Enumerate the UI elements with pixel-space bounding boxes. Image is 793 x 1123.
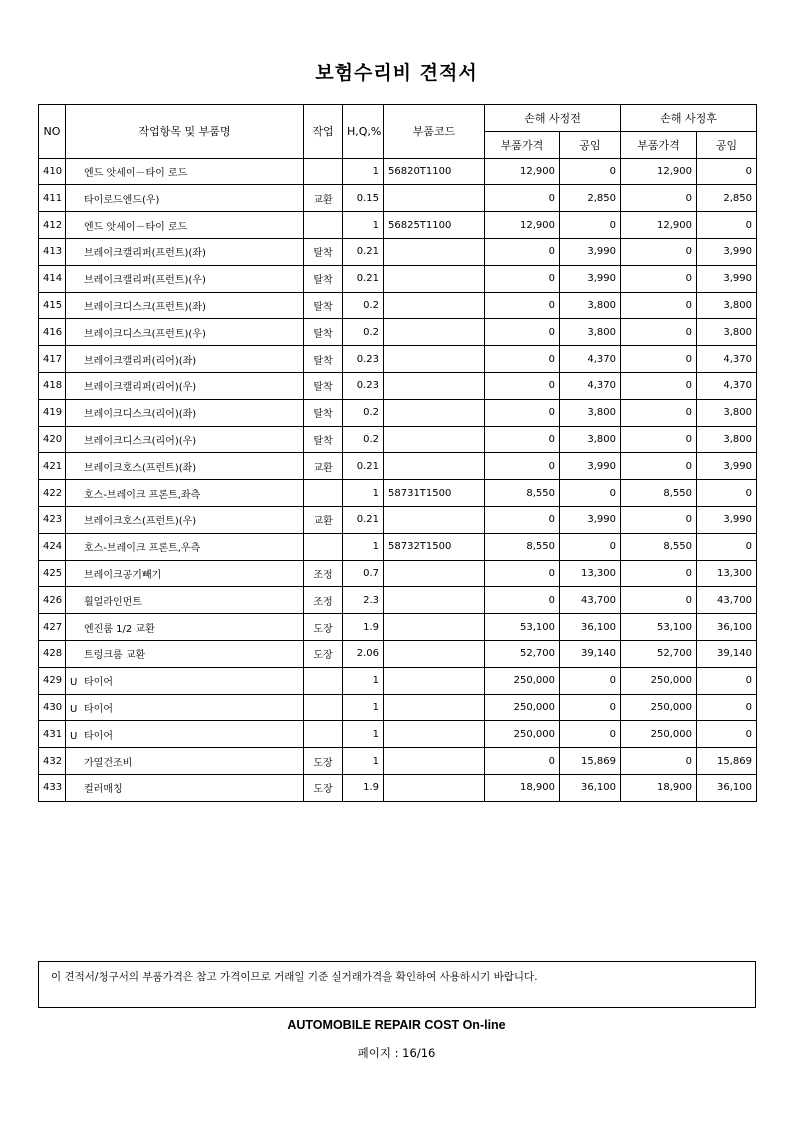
cell-item-text: 브레이크디스크(리어)(좌) [84, 409, 197, 421]
cell-before-part-price: 0 [485, 265, 560, 292]
table-row [39, 640, 757, 667]
cell-code [384, 667, 485, 694]
cell-after-labor: 39,140 [697, 640, 757, 667]
cell-hq: 0.21 [343, 238, 384, 265]
cell-after-labor: 3,800 [697, 426, 757, 453]
header-before: 손해 사정전 [485, 105, 621, 132]
cell-item [66, 292, 304, 319]
cell-item [66, 748, 304, 775]
cell-no: 423 [39, 506, 66, 533]
cell-item-text: 휠얼라인먼트 [84, 596, 142, 608]
cell-before-labor: 43,700 [560, 587, 621, 614]
cell-after-part-price: 0 [621, 399, 697, 426]
table-row [39, 748, 757, 775]
table-row [39, 426, 757, 453]
table-row [39, 372, 757, 399]
cell-before-part-price: 12,900 [485, 158, 560, 185]
cell-work: 교환 [304, 453, 343, 480]
cell-u-flag: U [70, 677, 78, 689]
cell-before-part-price: 0 [485, 238, 560, 265]
cell-no: 432 [39, 748, 66, 775]
cell-work: 교환 [304, 506, 343, 533]
cell-item-text: 브레이크호스(프런트)(좌) [84, 462, 197, 474]
cell-code [384, 238, 485, 265]
cell-work: 교환 [304, 185, 343, 212]
cell-work: 탈착 [304, 319, 343, 346]
cell-item-text: 컬러매칭 [84, 784, 123, 796]
table-row [39, 158, 757, 185]
cell-before-part-price: 0 [485, 292, 560, 319]
cell-no: 420 [39, 426, 66, 453]
cell-before-labor: 2,850 [560, 185, 621, 212]
cell-after-part-price: 250,000 [621, 694, 697, 721]
cell-no: 413 [39, 238, 66, 265]
cell-work: 도장 [304, 640, 343, 667]
cell-hq: 1 [343, 694, 384, 721]
cell-work: 도장 [304, 774, 343, 801]
cell-item [66, 372, 304, 399]
cell-item-text: 브레이크디스크(프런트)(좌) [84, 301, 206, 313]
cell-hq: 1.9 [343, 614, 384, 641]
cell-before-labor: 3,990 [560, 506, 621, 533]
cell-item [66, 319, 304, 346]
cell-before-labor: 4,370 [560, 346, 621, 373]
cell-item [66, 238, 304, 265]
cell-after-part-price: 0 [621, 506, 697, 533]
cell-hq: 1 [343, 158, 384, 185]
cell-no: 422 [39, 480, 66, 507]
cell-after-part-price: 52,700 [621, 640, 697, 667]
cell-after-labor: 0 [697, 721, 757, 748]
cell-item-text: 엔진룸 1/2 교환 [84, 623, 155, 635]
cell-work: 탈착 [304, 238, 343, 265]
cell-work [304, 667, 343, 694]
cell-before-part-price: 0 [485, 587, 560, 614]
cell-item-text: 브레이크공기빼기 [84, 569, 162, 581]
cell-work: 탈착 [304, 265, 343, 292]
cell-after-labor: 3,990 [697, 453, 757, 480]
cell-hq: 1 [343, 533, 384, 560]
table-row [39, 614, 757, 641]
cell-after-labor: 3,800 [697, 292, 757, 319]
cell-no: 427 [39, 614, 66, 641]
cell-u-flag: U [70, 703, 78, 715]
cell-item [66, 346, 304, 373]
cell-item [66, 560, 304, 587]
cell-hq: 0.2 [343, 399, 384, 426]
cell-before-part-price: 0 [485, 748, 560, 775]
cell-before-labor: 3,990 [560, 238, 621, 265]
cell-no: 419 [39, 399, 66, 426]
header-item: 작업항목 및 부품명 [66, 105, 304, 159]
cell-after-labor: 2,850 [697, 185, 757, 212]
cell-hq: 0.21 [343, 506, 384, 533]
cell-before-part-price: 0 [485, 372, 560, 399]
cell-code [384, 506, 485, 533]
cell-u-flag: U [70, 730, 78, 742]
cell-after-labor: 0 [697, 667, 757, 694]
cell-after-part-price: 250,000 [621, 721, 697, 748]
cell-item [66, 265, 304, 292]
cell-no: 421 [39, 453, 66, 480]
cell-item-text: 브레이크호스(프런트)(우) [84, 516, 197, 528]
cell-after-part-price: 8,550 [621, 480, 697, 507]
cell-after-labor: 13,300 [697, 560, 757, 587]
cell-before-labor: 3,800 [560, 319, 621, 346]
cell-before-part-price: 0 [485, 453, 560, 480]
cell-hq: 0.2 [343, 292, 384, 319]
cell-item-text: 브레이크캘리퍼(리어)(우) [84, 382, 197, 394]
cell-before-labor: 0 [560, 212, 621, 239]
cell-before-labor: 0 [560, 533, 621, 560]
header-before-part-price: 부품가격 [485, 131, 560, 158]
cell-code [384, 399, 485, 426]
cell-before-labor: 3,800 [560, 292, 621, 319]
table-row [39, 399, 757, 426]
cell-after-labor: 3,990 [697, 506, 757, 533]
cell-hq: 0.15 [343, 185, 384, 212]
estimate-table [38, 104, 757, 802]
cell-code [384, 640, 485, 667]
cell-after-part-price: 0 [621, 319, 697, 346]
cell-before-part-price: 250,000 [485, 694, 560, 721]
cell-item [66, 533, 304, 560]
cell-after-part-price: 12,900 [621, 158, 697, 185]
cell-item-text: 타이로드엔드(우) [84, 194, 160, 206]
cell-code: 56820T1100 [384, 158, 485, 185]
cell-before-labor: 13,300 [560, 560, 621, 587]
cell-item [66, 694, 304, 721]
cell-item [66, 587, 304, 614]
cell-no: 429 [39, 667, 66, 694]
cell-before-part-price: 250,000 [485, 667, 560, 694]
cell-after-labor: 36,100 [697, 774, 757, 801]
cell-after-labor: 3,990 [697, 238, 757, 265]
cell-before-labor: 3,800 [560, 426, 621, 453]
cell-after-labor: 3,800 [697, 399, 757, 426]
cell-item [66, 506, 304, 533]
cell-item-text: 브레이크캘리퍼(프런트)(우) [84, 275, 206, 287]
cell-item [66, 185, 304, 212]
cell-hq: 0.21 [343, 453, 384, 480]
cell-code [384, 560, 485, 587]
cell-item [66, 158, 304, 185]
cell-after-labor: 0 [697, 212, 757, 239]
cell-item-text: 엔드 앗세이－타이 로드 [84, 221, 188, 233]
cell-before-part-price: 250,000 [485, 721, 560, 748]
cell-item [66, 721, 304, 748]
cell-before-labor: 15,869 [560, 748, 621, 775]
cell-no: 411 [39, 185, 66, 212]
cell-before-part-price: 8,550 [485, 480, 560, 507]
cell-item [66, 426, 304, 453]
cell-item [66, 774, 304, 801]
cell-after-part-price: 0 [621, 426, 697, 453]
cell-code [384, 346, 485, 373]
cell-after-labor: 4,370 [697, 346, 757, 373]
table-row [39, 453, 757, 480]
cell-code [384, 614, 485, 641]
cell-after-part-price: 0 [621, 265, 697, 292]
cell-work: 조정 [304, 587, 343, 614]
cell-code [384, 372, 485, 399]
cell-code [384, 748, 485, 775]
cell-before-part-price: 53,100 [485, 614, 560, 641]
cell-work [304, 694, 343, 721]
table-row [39, 774, 757, 801]
cell-after-labor: 0 [697, 533, 757, 560]
cell-work: 탈착 [304, 292, 343, 319]
cell-no: 433 [39, 774, 66, 801]
cell-hq: 0.23 [343, 346, 384, 373]
cell-no: 414 [39, 265, 66, 292]
table-row [39, 212, 757, 239]
cell-before-labor: 0 [560, 694, 621, 721]
table-row [39, 694, 757, 721]
cell-code: 56825T1100 [384, 212, 485, 239]
cell-before-part-price: 0 [485, 426, 560, 453]
cell-hq: 1 [343, 721, 384, 748]
cell-code [384, 185, 485, 212]
cell-after-part-price: 0 [621, 372, 697, 399]
cell-hq: 0.7 [343, 560, 384, 587]
cell-before-part-price: 12,900 [485, 212, 560, 239]
cell-code [384, 453, 485, 480]
cell-hq: 0.23 [343, 372, 384, 399]
table-row [39, 506, 757, 533]
cell-before-part-price: 0 [485, 185, 560, 212]
cell-work: 도장 [304, 614, 343, 641]
cell-before-labor: 36,100 [560, 614, 621, 641]
cell-item-text: 타이어 [84, 730, 113, 742]
cell-before-part-price: 0 [485, 560, 560, 587]
cell-work: 탈착 [304, 346, 343, 373]
cell-no: 425 [39, 560, 66, 587]
cell-item [66, 399, 304, 426]
table-row [39, 265, 757, 292]
cell-after-part-price: 0 [621, 292, 697, 319]
header-after-part-price: 부품가격 [621, 131, 697, 158]
table-row [39, 721, 757, 748]
cell-no: 431 [39, 721, 66, 748]
cell-hq: 0.2 [343, 426, 384, 453]
cell-item-text: 타이어 [84, 703, 113, 715]
cell-before-labor: 0 [560, 480, 621, 507]
cell-work: 탈착 [304, 399, 343, 426]
cell-no: 428 [39, 640, 66, 667]
cell-no: 424 [39, 533, 66, 560]
cell-work: 탈착 [304, 426, 343, 453]
cell-before-part-price: 8,550 [485, 533, 560, 560]
cell-before-labor: 3,800 [560, 399, 621, 426]
cell-hq: 1 [343, 748, 384, 775]
cell-item-text: 엔드 앗세이－타이 로드 [84, 167, 188, 179]
cell-before-part-price: 0 [485, 399, 560, 426]
cell-item-text: 타이어 [84, 677, 113, 689]
cell-after-labor: 15,869 [697, 748, 757, 775]
cell-code [384, 319, 485, 346]
cell-item-text: 브레이크디스크(프런트)(우) [84, 328, 206, 340]
cell-before-labor: 39,140 [560, 640, 621, 667]
cell-hq: 0.21 [343, 265, 384, 292]
cell-no: 410 [39, 158, 66, 185]
header-no: NO [39, 105, 66, 159]
cell-hq: 1 [343, 212, 384, 239]
cell-after-labor: 3,800 [697, 319, 757, 346]
page-title: 보험수리비 견적서 [315, 62, 478, 84]
table-row [39, 292, 757, 319]
cell-hq: 0.2 [343, 319, 384, 346]
cell-code [384, 694, 485, 721]
cell-hq: 1.9 [343, 774, 384, 801]
header-after-labor: 공임 [697, 131, 757, 158]
cell-before-part-price: 0 [485, 319, 560, 346]
cell-code [384, 721, 485, 748]
header-code: 부품코드 [384, 105, 485, 159]
cell-no: 418 [39, 372, 66, 399]
cell-no: 426 [39, 587, 66, 614]
table-row [39, 560, 757, 587]
cell-work: 탈착 [304, 372, 343, 399]
cell-item-text: 트렁크룸 교환 [84, 650, 146, 662]
cell-after-labor: 36,100 [697, 614, 757, 641]
cell-after-labor: 43,700 [697, 587, 757, 614]
cell-after-part-price: 0 [621, 453, 697, 480]
cell-code: 58732T1500 [384, 533, 485, 560]
header-after: 손해 사정후 [621, 105, 757, 132]
cell-item [66, 212, 304, 239]
cell-code [384, 265, 485, 292]
table-row [39, 587, 757, 614]
cell-work: 도장 [304, 748, 343, 775]
table-row [39, 319, 757, 346]
cell-item [66, 480, 304, 507]
cell-hq: 1 [343, 667, 384, 694]
cell-work [304, 480, 343, 507]
cell-hq: 2.06 [343, 640, 384, 667]
cell-after-part-price: 18,900 [621, 774, 697, 801]
cell-before-part-price: 18,900 [485, 774, 560, 801]
cell-after-part-price: 12,900 [621, 212, 697, 239]
cell-code [384, 292, 485, 319]
cell-no: 417 [39, 346, 66, 373]
cell-item-text: 호스-브레이크 프론트,우측 [84, 543, 201, 555]
cell-after-part-price: 0 [621, 748, 697, 775]
table-row [39, 667, 757, 694]
cell-no: 416 [39, 319, 66, 346]
table-row [39, 480, 757, 507]
cell-after-part-price: 53,100 [621, 614, 697, 641]
cell-hq: 1 [343, 480, 384, 507]
cell-no: 430 [39, 694, 66, 721]
cell-item [66, 640, 304, 667]
header-hq: H,Q,% [343, 105, 384, 159]
notice-box: 이 견적서/청구서의 부품가격은 참고 가격이므로 거래일 기준 실거래가격을 확인하여 사용하시기 바랍니다. [38, 961, 756, 1008]
cell-item-text: 가열건조비 [84, 757, 133, 769]
cell-before-part-price: 0 [485, 506, 560, 533]
table-row [39, 533, 757, 560]
cell-before-labor: 0 [560, 158, 621, 185]
cell-item-text: 호스-브레이크 프론트,좌측 [84, 489, 201, 501]
cell-after-part-price: 0 [621, 587, 697, 614]
cell-before-labor: 0 [560, 667, 621, 694]
cell-before-labor: 3,990 [560, 265, 621, 292]
cell-work [304, 158, 343, 185]
cell-after-labor: 0 [697, 158, 757, 185]
cell-after-labor: 3,990 [697, 265, 757, 292]
header-work: 작업 [304, 105, 343, 159]
cell-before-labor: 3,990 [560, 453, 621, 480]
cell-work [304, 721, 343, 748]
cell-work [304, 533, 343, 560]
cell-before-labor: 36,100 [560, 774, 621, 801]
cell-no: 412 [39, 212, 66, 239]
cell-code [384, 587, 485, 614]
cell-work [304, 212, 343, 239]
cell-before-labor: 0 [560, 721, 621, 748]
brand-footer: AUTOMOBILE REPAIR COST On-line [287, 1018, 506, 1032]
page-number: 페이지 : 16/16 [357, 1046, 436, 1060]
cell-after-part-price: 8,550 [621, 533, 697, 560]
cell-item-text: 브레이크디스크(리어)(우) [84, 435, 197, 447]
cell-before-labor: 4,370 [560, 372, 621, 399]
cell-item-text: 브레이크캘리퍼(리어)(좌) [84, 355, 197, 367]
cell-before-part-price: 52,700 [485, 640, 560, 667]
cell-item [66, 667, 304, 694]
cell-code: 58731T1500 [384, 480, 485, 507]
cell-before-part-price: 0 [485, 346, 560, 373]
cell-after-labor: 0 [697, 480, 757, 507]
cell-after-labor: 0 [697, 694, 757, 721]
cell-item [66, 614, 304, 641]
cell-after-part-price: 0 [621, 185, 697, 212]
header-before-labor: 공임 [560, 131, 621, 158]
table-row [39, 346, 757, 373]
cell-code [384, 774, 485, 801]
cell-no: 415 [39, 292, 66, 319]
cell-item-text: 브레이크캘리퍼(프런트)(좌) [84, 248, 206, 260]
cell-item [66, 453, 304, 480]
cell-hq: 2.3 [343, 587, 384, 614]
cell-after-part-price: 0 [621, 238, 697, 265]
table-row [39, 238, 757, 265]
cell-after-part-price: 0 [621, 346, 697, 373]
cell-work: 조정 [304, 560, 343, 587]
table-row [39, 185, 757, 212]
cell-after-part-price: 250,000 [621, 667, 697, 694]
cell-after-labor: 4,370 [697, 372, 757, 399]
cell-code [384, 426, 485, 453]
cell-after-part-price: 0 [621, 560, 697, 587]
